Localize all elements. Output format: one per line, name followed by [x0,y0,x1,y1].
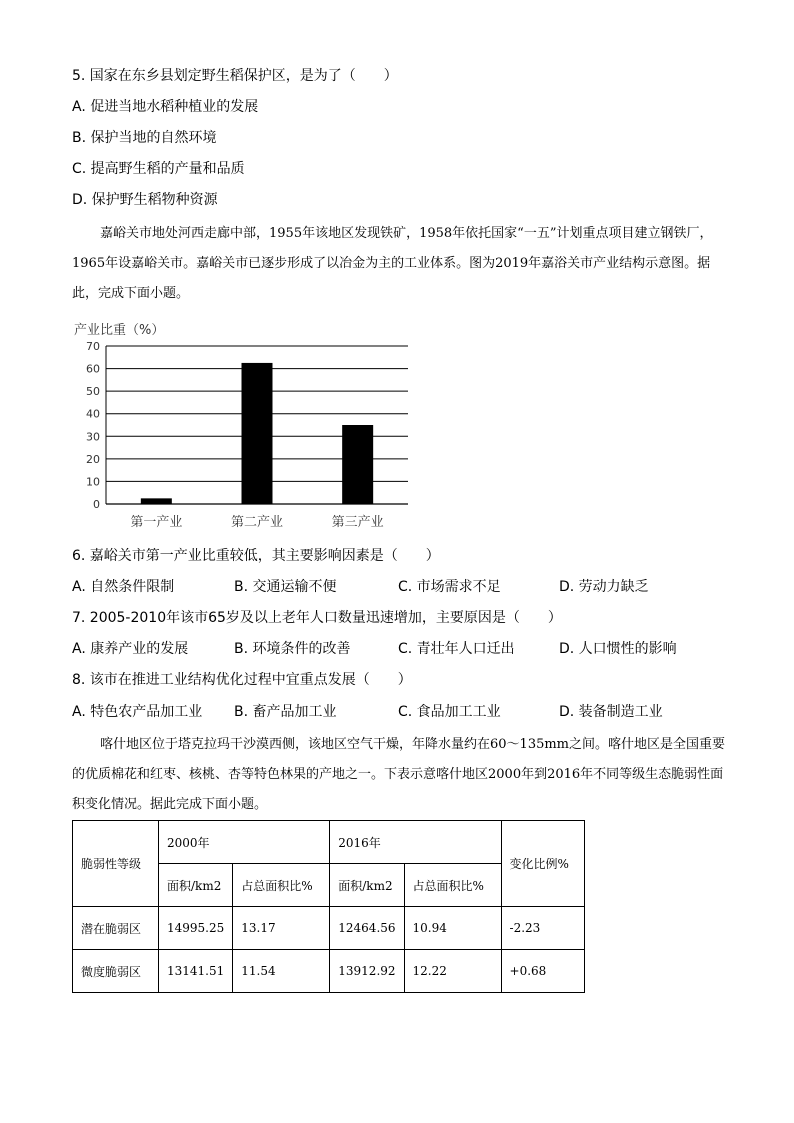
table-cell-ratio-2000: 11.54 [233,950,330,993]
table-header-year-2016: 2016年 [330,821,501,864]
table-cell-area-2016: 13912.92 [330,950,404,993]
q7-option-b: B. 环境条件的改善 [234,641,351,657]
table-cell-ratio-2016: 12.22 [404,950,501,993]
chart-y-tick-label: 50 [86,385,100,399]
table-header-area-2016: 面积/km2 [330,864,404,907]
q5-option-a: A. 促进当地水稻种植业的发展 [72,99,259,115]
q7-stem: 7. 2005-2010年该市65岁及以上老年人口数量迅速增加，主要原因是（ ） [72,610,562,626]
q5-option-c: C. 提高野生稻的产量和品质 [72,161,245,177]
table-cell-area-2000: 14995.25 [159,907,233,950]
table-header-ratio-2000: 占总面积比% [233,864,330,907]
q6-option-c: C. 市场需求不足 [398,579,501,595]
ecological-vulnerability-table [72,820,585,993]
q7-option-c: C. 青壮年人口迁出 [398,641,515,657]
table-cell-ratio-2000: 13.17 [233,907,330,950]
q6-option-b: B. 交通运输不便 [234,579,337,595]
table-cell-change: -2.23 [501,907,584,950]
chart-y-tick-label: 10 [86,475,100,489]
chart-y-tick-label: 40 [86,407,100,421]
industry-structure-chart [66,318,426,538]
q8-option-c: C. 食品加工工业 [398,704,501,720]
q6-option-a: A. 自然条件限制 [72,579,175,595]
table-header-year-2000: 2000年 [159,821,330,864]
table-header-area-2000: 面积/km2 [159,864,233,907]
q8-option-b: B. 畜产品加工业 [234,704,337,720]
table-cell-change: +0.68 [501,950,584,993]
chart-y-tick-label: 0 [93,498,100,511]
chart-y-axis-label: 产业比重（%） [74,323,165,338]
chart-x-tick-label: 第一产业 [130,515,183,530]
passage-kashgar: 喀什地区位于塔克拉玛干沙漠西侧，该地区空气干燥，年降水量约在60～135mm之间。喀什地区是全国重要的优质棉花和红枣、核桃、杏等特色林果的产地之一。下表示意喀什地区2000年到2016年不同等级生态脆弱性面积变化情况。据此完成下面小题。 [72,737,726,812]
chart-bar [141,498,172,504]
q7-option-d: D. 人口惯性的影响 [559,641,677,657]
table-cell-area-2000: 13141.51 [159,950,233,993]
table-cell-grade: 潜在脆弱区 [73,907,159,950]
table-cell-ratio-2016: 10.94 [404,907,501,950]
q5-option-d: D. 保护野生稻物种资源 [72,192,218,208]
table-header-ratio-2016: 占总面积比% [404,864,501,907]
chart-x-tick-label: 第二产业 [230,515,284,530]
q6-stem: 6. 嘉峪关市第一产业比重较低，其主要影响因素是（ ） [72,548,440,564]
q8-option-a: A. 特色农产品加工业 [72,704,203,720]
chart-x-tick-label: 第三产业 [331,515,384,530]
chart-y-tick-label: 30 [86,430,100,444]
table-cell-area-2016: 12464.56 [330,907,404,950]
q5-option-b: B. 保护当地的自然环境 [72,130,217,146]
q8-stem: 8. 该市在推进工业结构优化过程中宜重点发展（ ） [72,672,412,688]
chart-y-tick-label: 20 [86,452,100,466]
q6-option-d: D. 劳动力缺乏 [559,579,649,595]
table-header-grade: 脆弱性等级 [73,821,159,907]
table-row [73,950,585,993]
chart-y-tick-label: 60 [86,362,100,376]
chart-y-tick-label: 70 [86,340,100,353]
q5-stem: 5. 国家在东乡县划定野生稻保护区，是为了（ ） [72,68,398,84]
table-cell-grade: 微度脆弱区 [73,950,159,993]
q8-option-d: D. 装备制造工业 [559,704,663,720]
q7-option-a: A. 康养产业的发展 [72,641,189,657]
table-header-change: 变化比例% [501,821,584,907]
passage-jiayuguan: 嘉峪关市地处河西走廊中部，1955年该地区发现铁矿，1958年依托国家“一五”计划重点项目建立钢铁厂，1965年设嘉峪关市。嘉峪关市已逐步形成了以冶金为主的工业体系。图为2019年嘉浴关市产业结构示意图。据此，完成下面小题。 [72,226,713,301]
chart-bar [242,363,273,504]
table-row [73,907,585,950]
chart-bar [342,425,373,504]
